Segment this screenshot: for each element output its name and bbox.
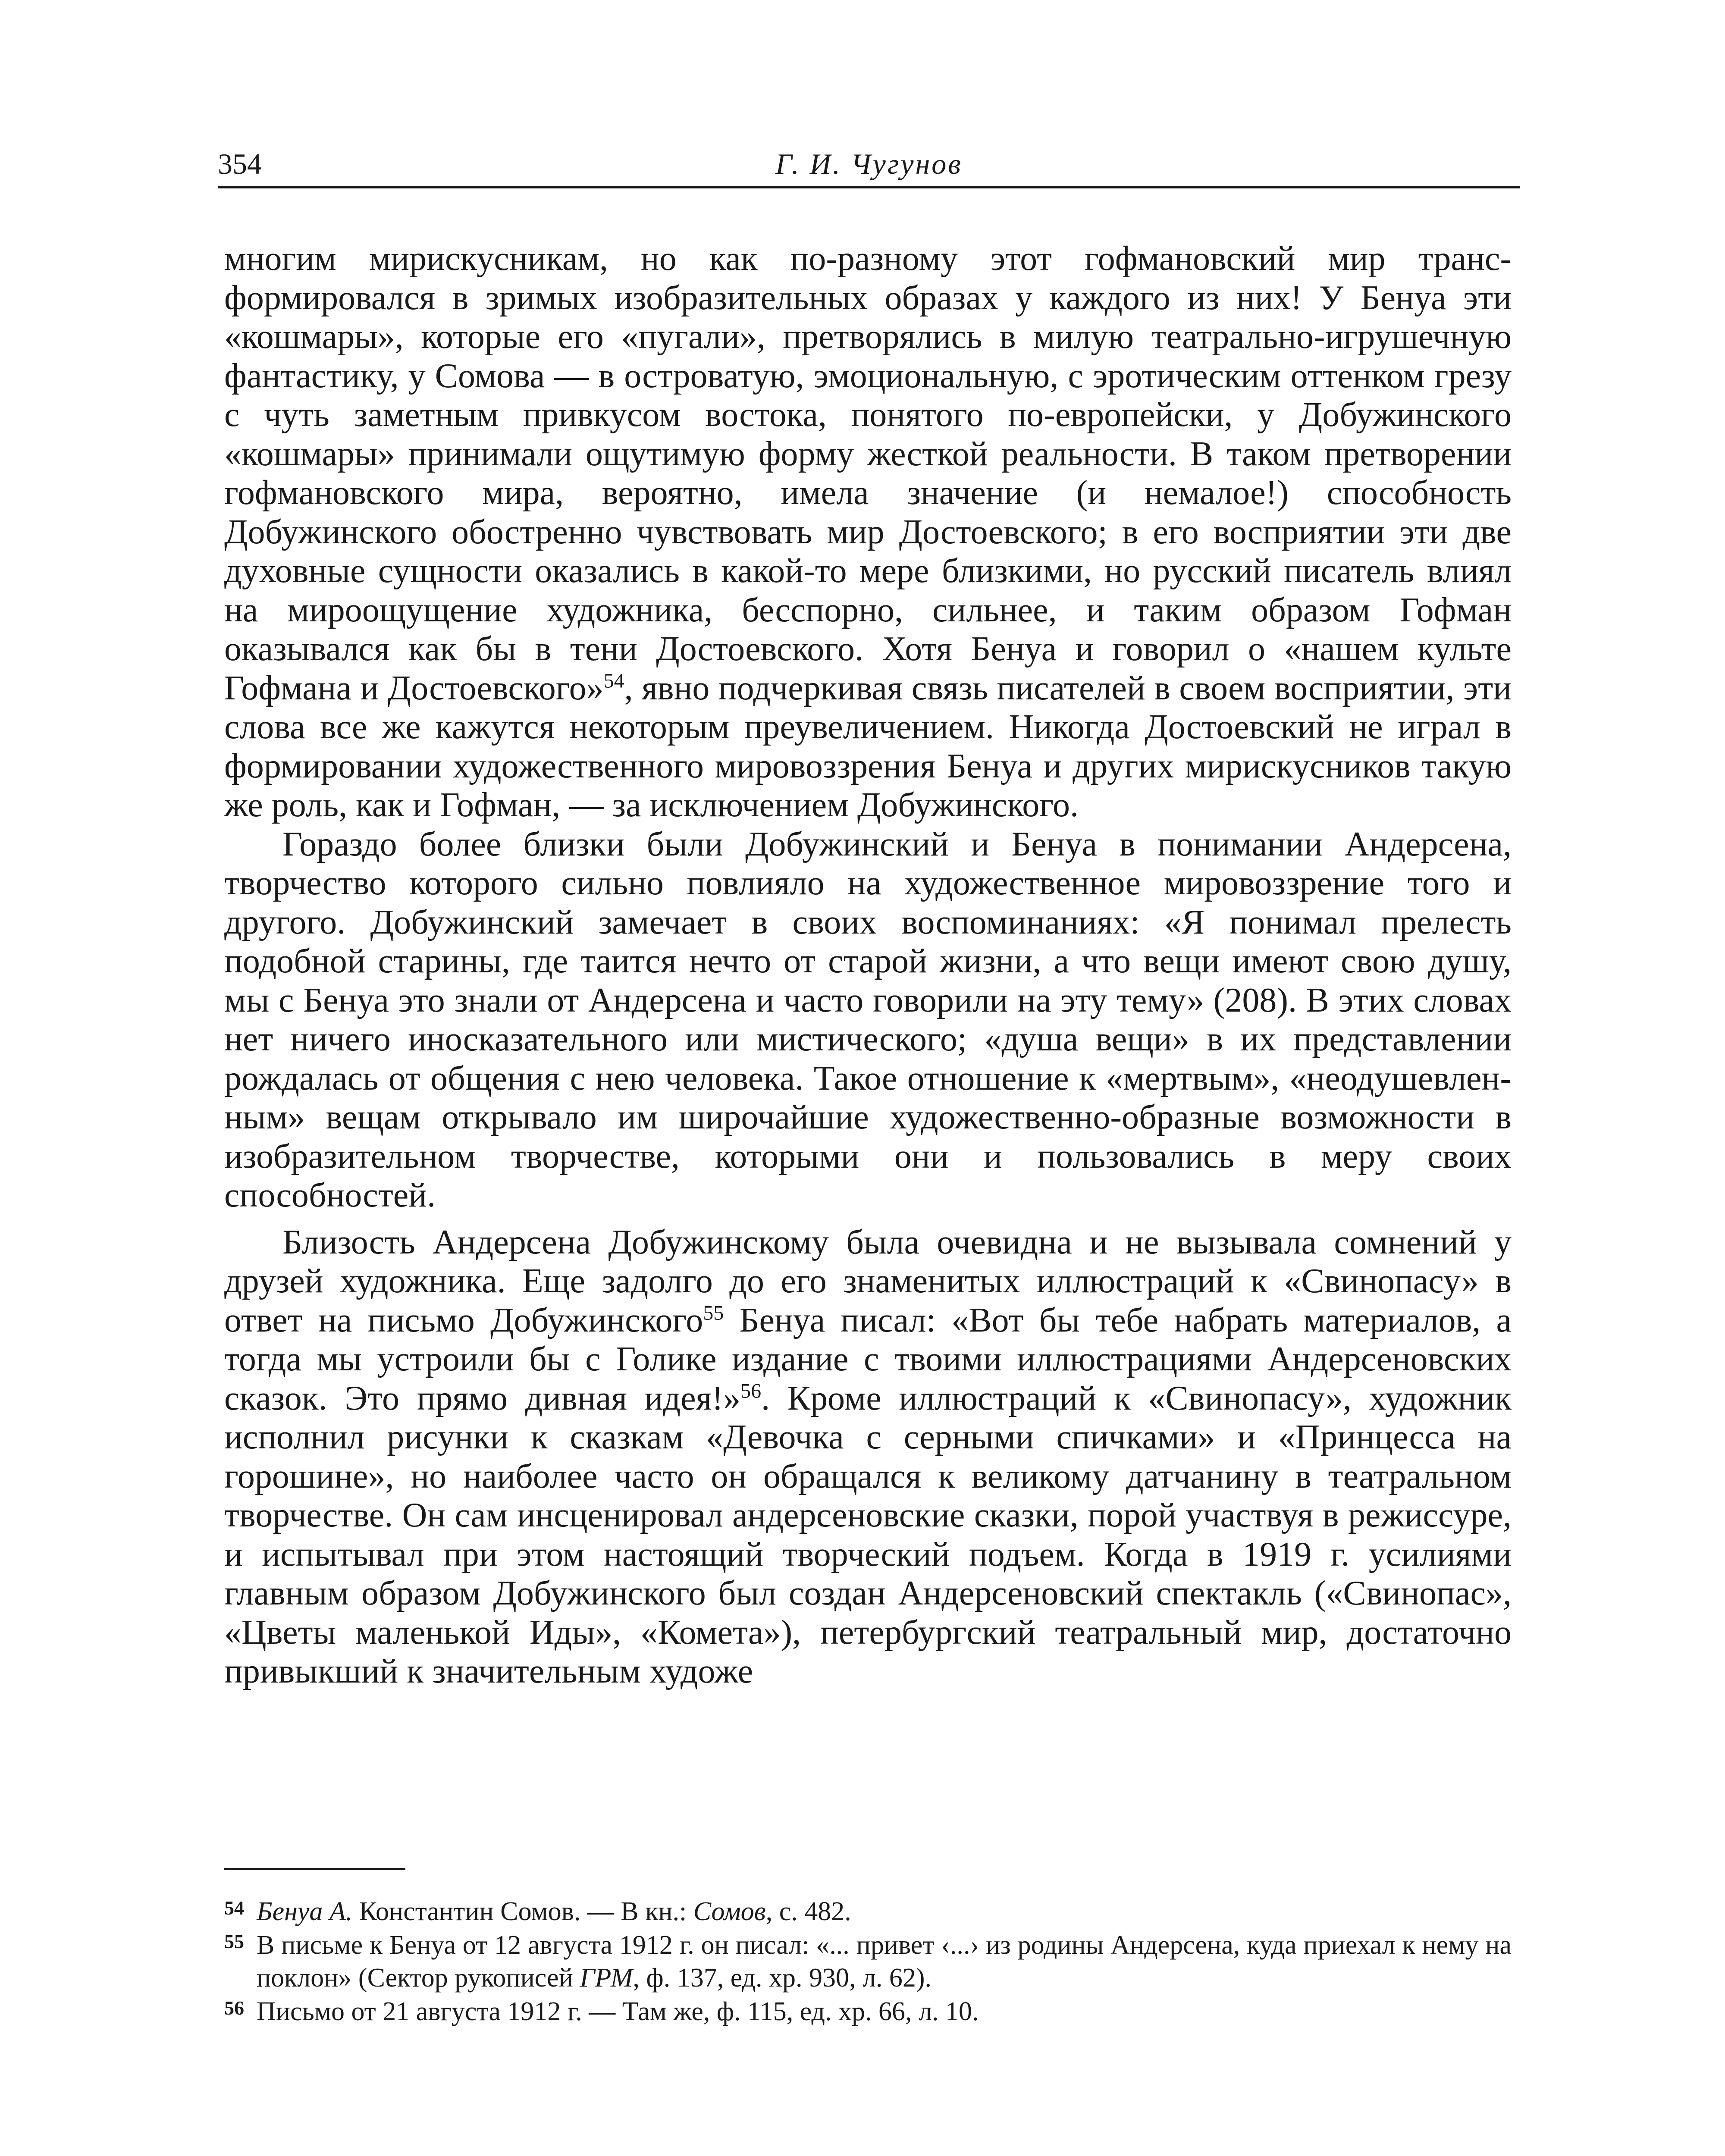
paragraph-3 bbox=[224, 1223, 1512, 1691]
running-title: Г. И. Чугунов bbox=[775, 147, 963, 180]
footnote-rule bbox=[224, 1868, 405, 1870]
body-text bbox=[224, 239, 1512, 1691]
footnote-text-end: , ф. 137, ед. хр. 930, л. 62). bbox=[633, 1963, 932, 1993]
footnote-ref-55: 55 bbox=[703, 1301, 724, 1324]
footnote-ref-54: 54 bbox=[603, 669, 624, 692]
footnote-number: 55 bbox=[224, 1930, 244, 1952]
footnote-archive: ГРМ bbox=[580, 1963, 633, 1993]
footnote-54 bbox=[224, 1895, 1512, 1928]
paragraph-3-part-c: . Кроме иллюстраций к «Свинопасу», художник исполнил рисунки к сказкам «Девочка с серными спичками» и «Принцесса на горошине», но наиболее часто он обращался к великому датчанину в театральном творчестве. Он сам инсценировал андерсеновские сказки, порой участвуя в режиссуре, и испытывал при этом настоящий творческий подъем. Когда в 1919 г. усилиями главным образом Добужинского был создан Андерсеновский спектакль («Свинопас», «Цветы маленькой Иды», «Комета»), петербургский театральный мир, достаточно привыкший к значительным художе bbox=[224, 1379, 1512, 1690]
footnote-text: Константин Сомов. — В кн.: bbox=[352, 1897, 693, 1926]
footnote-source: Сомов bbox=[693, 1897, 766, 1926]
running-head bbox=[218, 142, 1520, 185]
page-number: 354 bbox=[218, 147, 262, 180]
paragraph-3-part-a: Близость Андерсена Добужинскому была очевидна и не вызывала сомнений у друзей художника. Еще задолго до его знаменитых иллюстраций к «Свинопасу» в ответ на письмо Добужинского bbox=[224, 1223, 1512, 1339]
footnotes bbox=[224, 1895, 1512, 2028]
paragraph-1-text: многим мирискусникам, но как по-разному этот гофмановский мир трансформировался в зримых изобразительных образах у каждого из них! У Бенуа эти «кошмары», которые его «пугали», претворялись в милую театрально-игрушечную фантастику, у Сомова — в островатую, эмоциональную, с эротическим оттенком грезу с чуть заметным привкусом востока, понятого по-европейски, у Добужинского «кошмары» принимали ощутимую форму жесткой реальности. В таком претворении гофмановского мира, вероятно, имела значение (и немалое!) способность Добужинского обостренно чувствовать мир Достоевского; в его восприятии эти две духовные сущности оказались в какой-то мере близкими, но русский писатель влиял на мироощущение художника, бесспорно, сильнее, и таким образом Гофман оказывался как бы в тени Достоевского. Хотя Бенуа и говорил о «нашем культе Гофмана и Достоевского» bbox=[224, 240, 1512, 707]
paragraph-2: Гораздо более близки были Добужинский и Бенуа в понимании Андерсена, творчество которого сильно повлияло на художественное мировоззрение того и другого. Добужинский замечает в своих воспоминаниях: «Я понимал прелесть подобной старины, где таится нечто от старой жизни, а что вещи имеют свою душу, мы с Бенуа это знали от Андерсена и часто говорили на эту тему» (208). В этих словах нет ничего иносказательного или мистического; «душа вещи» в их представлении рождалась от общения с нею человека. Такое отношение к «мертвым», «неодушевленным» вещам открывало им широчайшие художественно-образные возможности в изобразительном творчестве, которыми они и пользовались в меру своих способностей. bbox=[224, 825, 1512, 1214]
footnote-text: В письме к Бенуа от 12 августа 1912 г. он писал: «... привет ‹...› из родины Андерсена, куда приехал к нему на поклон» (Сектор рукописей bbox=[257, 1930, 1512, 1993]
paragraph-1 bbox=[224, 239, 1512, 825]
footnote-author: Бенуа А. bbox=[257, 1897, 353, 1926]
header-rule bbox=[218, 186, 1520, 188]
footnote-text-end: , с. 482. bbox=[765, 1897, 851, 1926]
footnote-number: 54 bbox=[224, 1897, 244, 1919]
paragraph-1-end: , явно подчеркивая связь писателей в своем восприятии, эти слова все же кажутся некоторым преувеличением. Никогда Достоевский не играл в формировании художественного мировоззрения Бенуа и других мирискусников такую же роль, как и Гофман, — за исключением Добужинского. bbox=[224, 669, 1512, 824]
footnote-56 bbox=[224, 1995, 1512, 2028]
footnote-ref-56: 56 bbox=[740, 1379, 762, 1402]
footnote-text: Письмо от 21 августа 1912 г. — Там же, ф. 115, ед. хр. 66, л. 10. bbox=[257, 1997, 979, 2026]
footnote-55 bbox=[224, 1929, 1512, 1994]
footnote-number: 56 bbox=[224, 1997, 244, 2019]
paragraph-3-part-b: Бенуа писал: «Вот бы тебе набрать материалов, а тогда мы устроили бы с Голике издание с твоими иллюстрациями Андерсеновских сказок. Это прямо дивная идея!» bbox=[224, 1301, 1512, 1417]
